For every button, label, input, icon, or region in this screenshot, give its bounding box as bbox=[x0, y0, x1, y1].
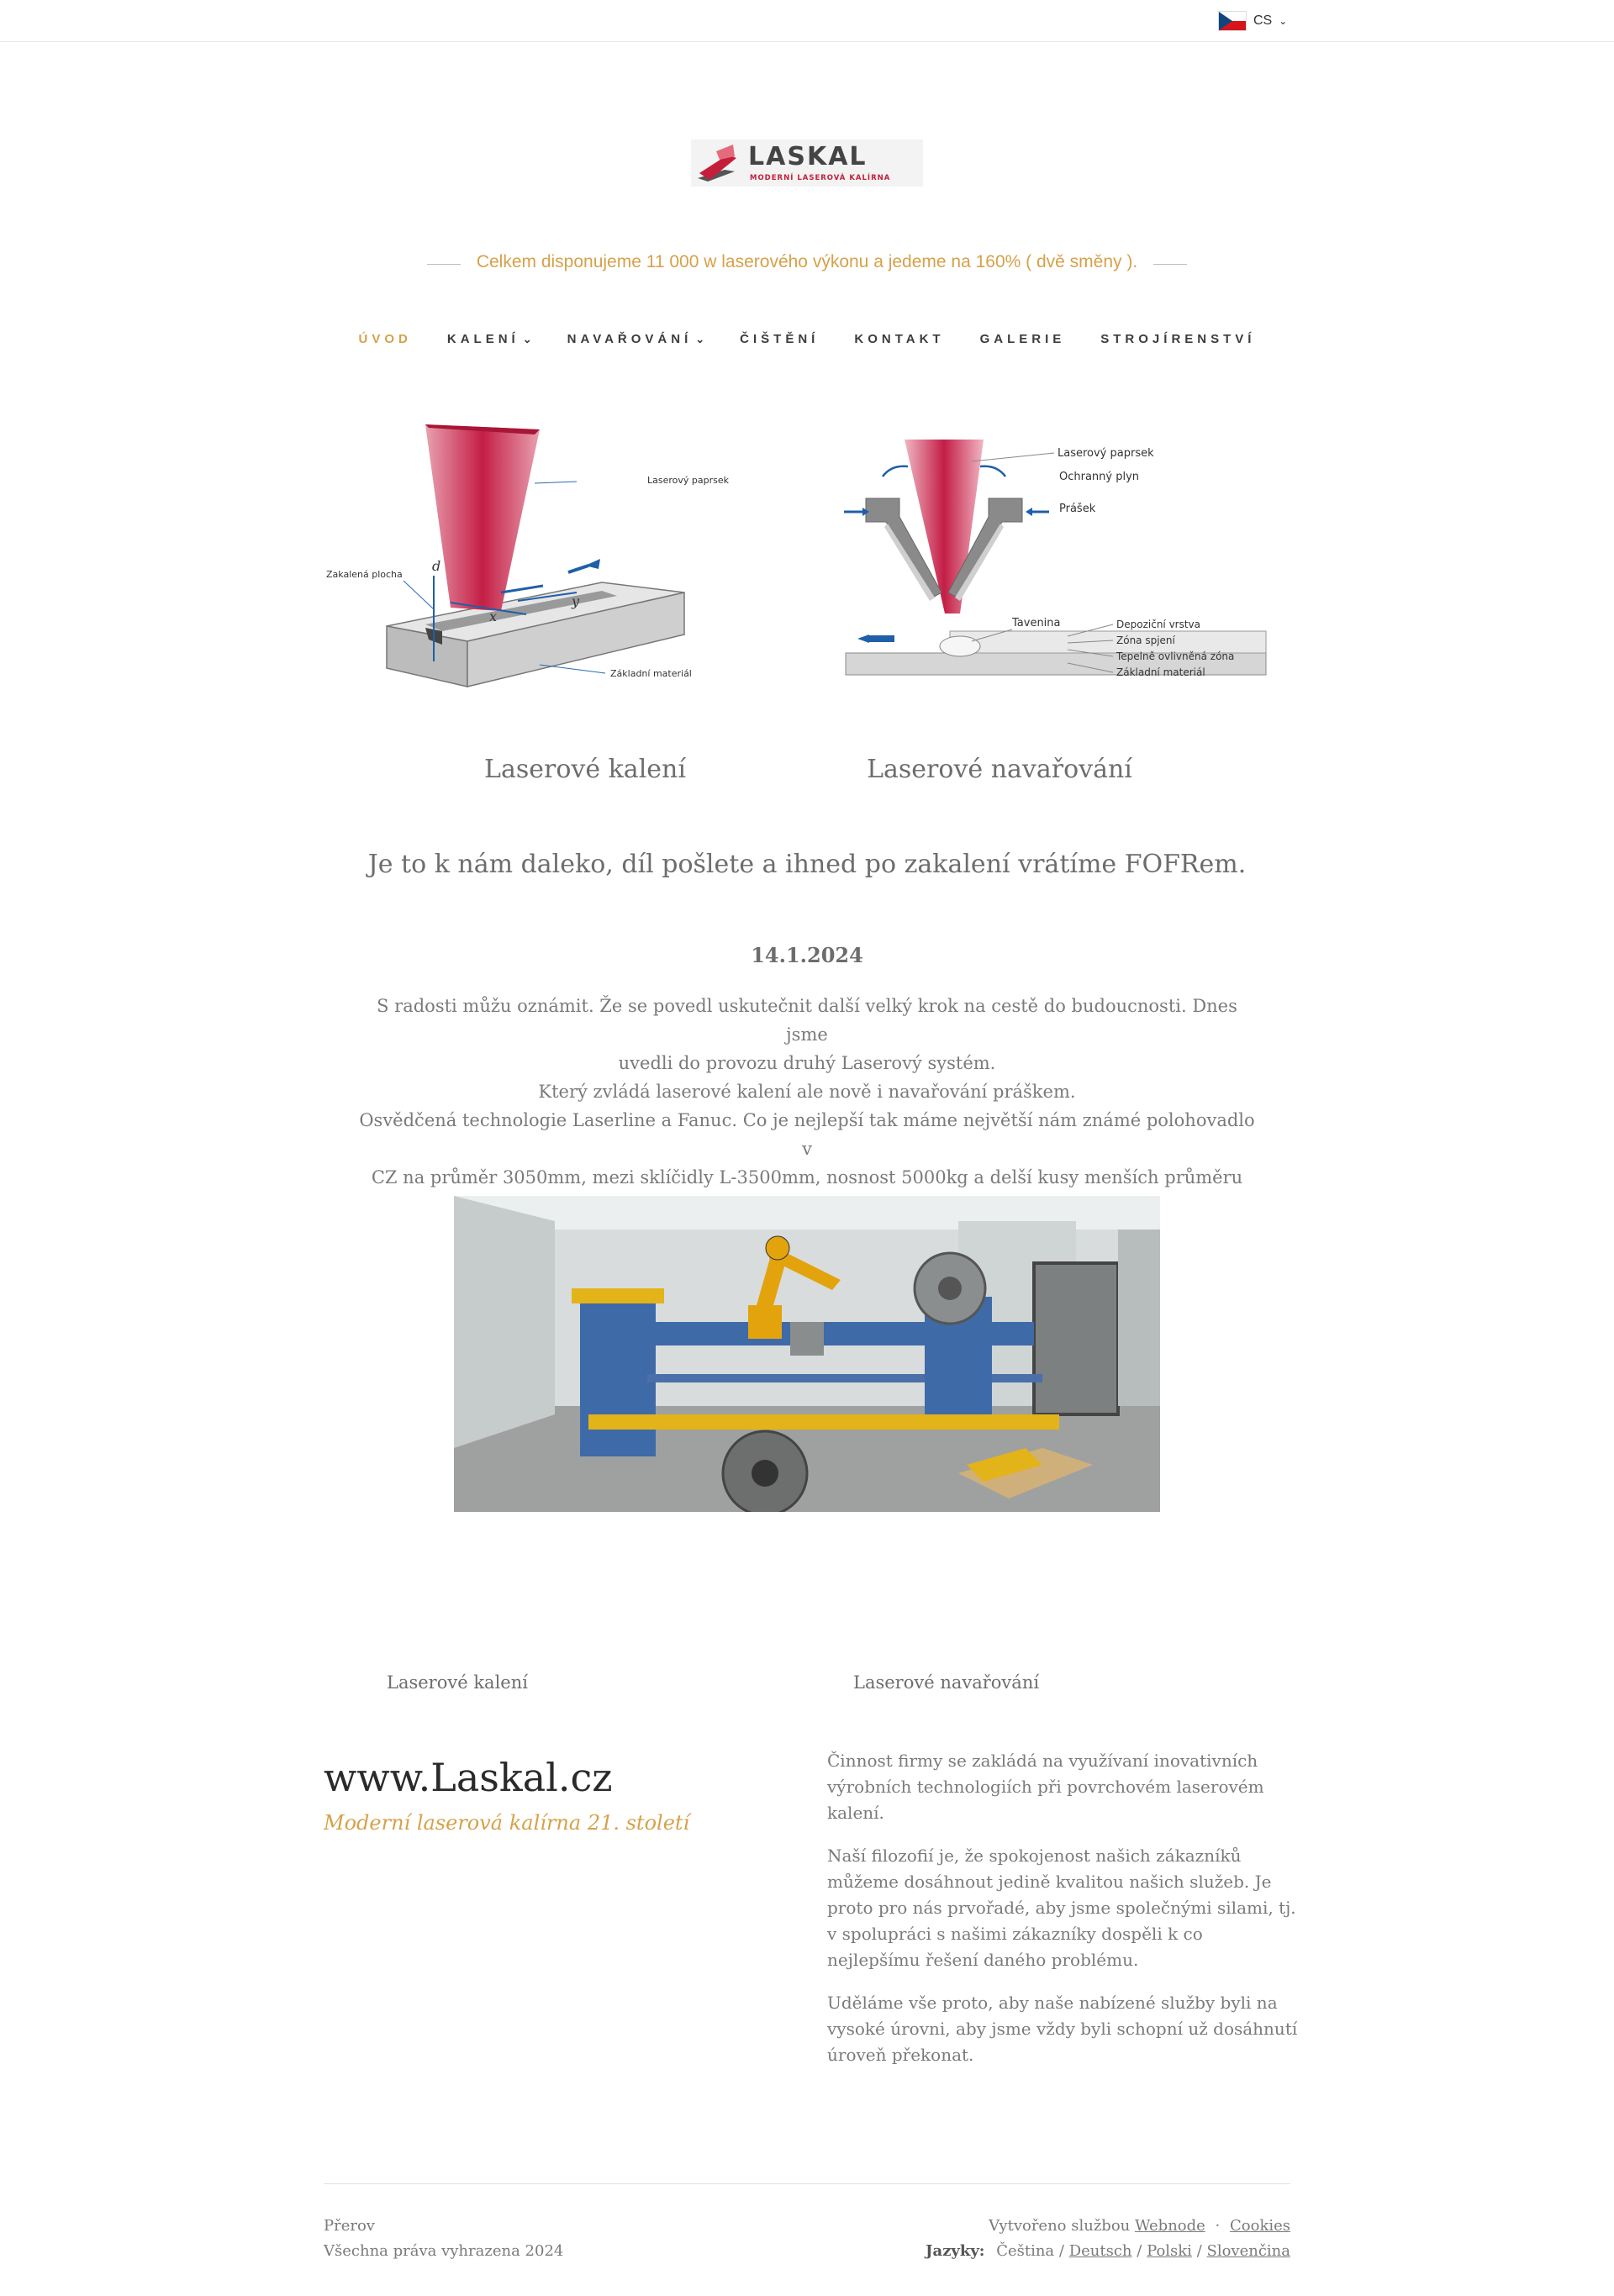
nav-item-uvod[interactable]: ÚVOD bbox=[358, 332, 412, 346]
label-y: y bbox=[572, 593, 580, 609]
nav-item-navarovani[interactable]: NAVAŘOVÁNÍ ⌄ bbox=[567, 332, 705, 346]
link-hardening[interactable]: Laserové kalení bbox=[387, 1672, 528, 1693]
brand-motto: Moderní laserová kalírna 21. století bbox=[324, 1811, 690, 1835]
about-paragraph: Uděláme vše proto, aby naše nabízené služby byli na vysoké úrovni, aby jsme vždy byli schopní už dosáhnutí úroveň překonat. bbox=[827, 1993, 1298, 2065]
chevron-down-icon: ⌄ bbox=[695, 332, 705, 345]
footer-right: Vytvořeno službou Webnode · Cookies Jazyky: Čeština / Deutsch / Polski / Slovenčina bbox=[926, 2217, 1290, 2260]
label-beam: Laserový paprsek bbox=[1058, 447, 1154, 460]
lang-link-sk[interactable]: Slovenčina bbox=[1206, 2242, 1290, 2260]
brand-site-name[interactable]: www.Laskal.cz bbox=[324, 1755, 613, 1800]
header-tagline: Celkem disponujeme 11 000 w laserového výkonu a jedeme na 160% ( dvě směny ). bbox=[476, 252, 1138, 271]
tagline-rule-right bbox=[1153, 264, 1187, 265]
label-gas: Ochranný plyn bbox=[1059, 471, 1140, 483]
link-cladding[interactable]: Laserové navařování bbox=[853, 1672, 1040, 1693]
svg-text:LASKAL: LASKAL bbox=[748, 142, 868, 171]
site-logo[interactable] bbox=[691, 140, 923, 187]
laser-cladding-diagram bbox=[782, 424, 1286, 693]
label-haz: Tepelně ovlivněná zóna bbox=[1116, 650, 1235, 662]
chevron-down-icon: ⌄ bbox=[522, 332, 532, 345]
label-melt: Tavenina bbox=[1012, 617, 1061, 629]
workshop-photo bbox=[454, 1196, 1160, 1512]
languages-label: Jazyky: bbox=[926, 2242, 985, 2260]
footer-rights: Všechna práva vyhrazena 2024 bbox=[324, 2242, 564, 2260]
label-surface: Zakalená plocha bbox=[326, 569, 403, 580]
about-text bbox=[827, 1748, 1298, 2085]
label-beam: Laserový paprsek bbox=[647, 475, 729, 486]
nav-item-kontakt[interactable]: KONTAKT bbox=[854, 332, 945, 346]
language-code: CS bbox=[1253, 13, 1273, 28]
news-body: S radosti můžu oznámit. Že se povedl uskutečnit další velký krok na cestě do budoucnosti. Dnes jsme uvedli do provozu druhý Laserový systém. Který zvládá laserové kalení ale nově i navařování práškem. Osvědčená technologie Laserline a Fanuc. Co je nejlepší tak máme největší nám známé polohovadlo v CZ na průměr 3050mm, mezi sklíčidly L-3500mm, nosnost 5000kg a delší kusy menších průměru bbox=[359, 996, 1255, 1187]
nav-item-cisteni[interactable]: ČIŠTĚNÍ bbox=[740, 332, 820, 346]
label-x: x bbox=[489, 608, 498, 624]
label-base: Základní materiál bbox=[1116, 666, 1205, 678]
svg-text:MODERNÍ LASEROVÁ KALÍRNA: MODERNÍ LASEROVÁ KALÍRNA bbox=[750, 174, 891, 182]
label-layer: Depoziční vrstva bbox=[1116, 619, 1201, 630]
caption-hardening[interactable]: Laserové kalení bbox=[484, 755, 686, 784]
footer-divider bbox=[324, 2183, 1290, 2184]
news-date: 14.1.2024 bbox=[751, 943, 863, 967]
label-powder: Prášek bbox=[1059, 503, 1096, 515]
lang-link-pl[interactable]: Polski bbox=[1147, 2242, 1192, 2260]
cookies-link[interactable]: Cookies bbox=[1230, 2217, 1290, 2235]
main-nav bbox=[358, 332, 1256, 346]
laser-hardening-diagram bbox=[324, 424, 745, 693]
lang-link-de[interactable]: Deutsch bbox=[1068, 2242, 1132, 2260]
footer-left bbox=[324, 2214, 563, 2264]
webnode-link[interactable]: Webnode bbox=[1134, 2217, 1205, 2235]
chevron-down-icon: ⌄ bbox=[1279, 15, 1288, 27]
nav-item-galerie[interactable]: GALERIE bbox=[979, 332, 1066, 346]
nav-item-kaleni[interactable]: KALENÍ ⌄ bbox=[446, 332, 532, 346]
about-paragraph: Činnost firmy se zakládá na využívaní inovativních výrobních technologiích při povrchovém laserovém kalení. bbox=[827, 1751, 1264, 1823]
footer-city: Přerov bbox=[324, 2217, 375, 2235]
language-switcher[interactable] bbox=[1218, 10, 1287, 32]
label-base: Základní materiál bbox=[610, 668, 692, 679]
nav-item-strojirenstvi[interactable]: STROJÍRENSTVÍ bbox=[1100, 332, 1256, 346]
label-d: d bbox=[432, 558, 441, 574]
label-bond: Zóna spjení bbox=[1116, 635, 1175, 646]
lang-current: Čeština bbox=[996, 2242, 1055, 2260]
caption-cladding[interactable]: Laserové navařování bbox=[867, 755, 1132, 784]
about-paragraph: Naší filozofií je, že spokojenost našich zákazníků můžeme dosáhnout jedině kvalitou našich služeb. Je proto pro nás prvořadé, aby jsme společnými silami, tj. v spolupráci s našimi zákazníky dospěli k co nejlepšímu řešení daného problému. bbox=[827, 1846, 1296, 1970]
czech-flag-icon bbox=[1218, 11, 1247, 31]
headline: Je to k nám daleko, díl pošlete a ihned po zakalení vrátíme FOFRem. bbox=[367, 850, 1247, 879]
top-bar bbox=[0, 0, 1614, 42]
